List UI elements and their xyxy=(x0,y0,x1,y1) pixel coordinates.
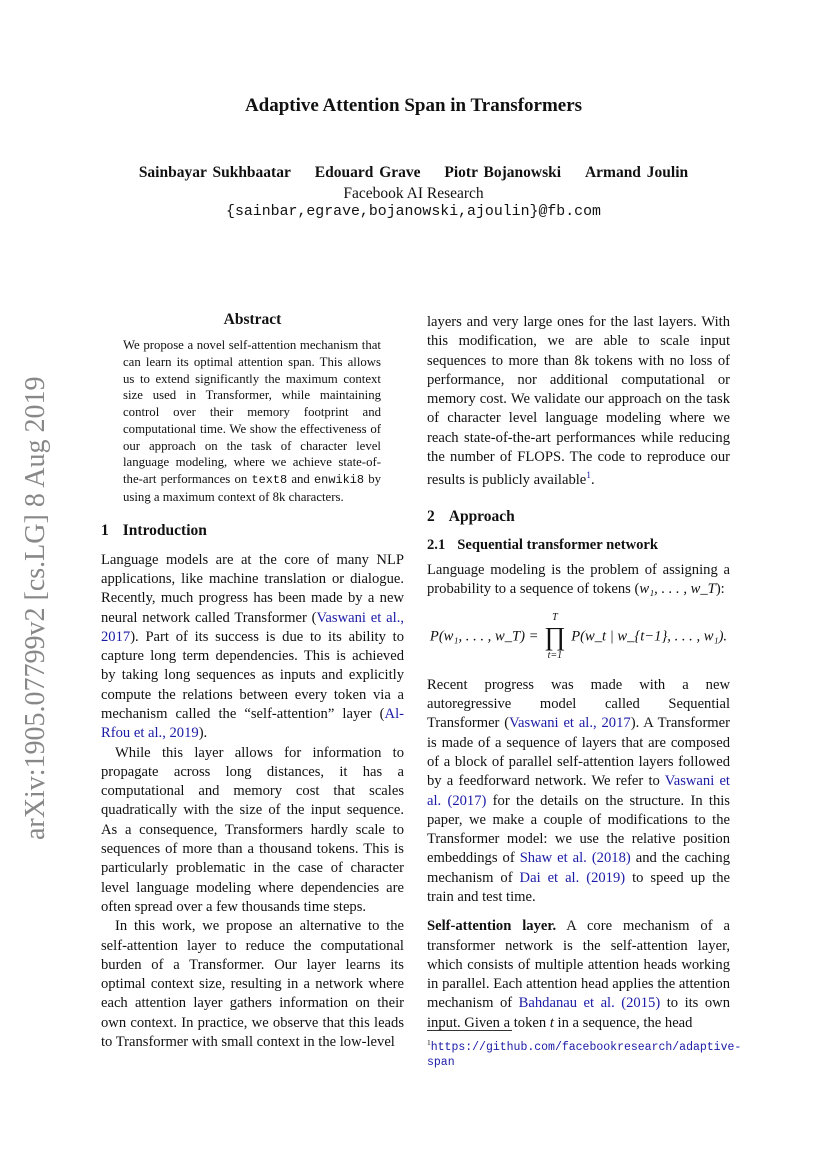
approach-paragraph-3 xyxy=(427,917,730,1033)
text-run: in a sequence, the head xyxy=(553,1014,693,1031)
text-run: In this work, we propose an alternative to the self-attention layer to reduce the computational burden of a Transformer. Our layer learns its optimal context size, resulting in a network where each attention layer gathers information on their own context. In practice, we observe that this leads to Transformer with small context in the low-level xyxy=(101,918,404,1051)
author: Edouard Grave xyxy=(314,164,421,181)
text-run: to speed up the train and test time. xyxy=(427,869,730,905)
text-run: Recent progress was made with a new autoregressive model called Sequential Transformer ( xyxy=(427,676,730,732)
monospace-term: text8 xyxy=(251,472,288,487)
approach-paragraph-1 xyxy=(427,561,730,600)
intro-paragraph-1 xyxy=(101,551,404,744)
section-heading-approach xyxy=(427,507,730,526)
math-inline: w₁, . . . , w_T xyxy=(639,581,716,598)
text-run: ). A Transformer is made of a sequence of layers that are composed of a block of parallel self-attention layers followed by a feedforward network. We refer to xyxy=(427,715,730,790)
text-run: ): xyxy=(715,581,725,598)
intro-paragraph-3 xyxy=(101,917,404,1052)
author-list xyxy=(0,164,827,182)
subsection-title: Sequential transformer network xyxy=(457,536,659,553)
intro-paragraph-3-continued xyxy=(427,313,730,491)
equation-rhs: P(w_t | w_{t−1}, . . . , w₁). xyxy=(571,628,728,645)
paper-title: Adaptive Attention Span in Transformers xyxy=(244,95,583,116)
footnote-marker[interactable]: 1 xyxy=(586,471,592,482)
equation xyxy=(427,612,730,662)
citation-link[interactable]: Al-Rfou et al., 2019 xyxy=(101,706,404,742)
author-emails: {sainbar,egrave,bojanowski,ajoulin}@fb.com xyxy=(226,204,601,220)
abstract-heading: Abstract xyxy=(223,311,282,328)
product-lower: t=1 xyxy=(547,649,563,661)
equation-lhs: P(w₁, . . . , w_T) = xyxy=(429,628,539,645)
author: Piotr Bojanowski xyxy=(444,164,562,181)
section-title: Approach xyxy=(448,507,515,525)
citation-link[interactable]: Dai et al. (2019) xyxy=(519,869,626,886)
text-run: for the details on the structure. In this paper, we make a couple of modifications to the Transformer model: we use the relative position embeddings of xyxy=(427,792,730,867)
section-title: Introduction xyxy=(122,522,207,540)
math-inline: t xyxy=(549,1014,554,1031)
citation-link[interactable]: Bahdanau et al. (2015) xyxy=(518,995,661,1012)
footnote xyxy=(427,1030,742,1070)
subsection-number: 2.1 xyxy=(427,536,446,553)
author: Sainbayar Sukhbaatar xyxy=(138,164,291,181)
subsection-heading xyxy=(427,536,730,555)
text-run: by using a maximum context of 8k characters. xyxy=(123,471,382,504)
footnote-link[interactable]: https://github.com/facebookresearch/adaptive-span xyxy=(427,1040,742,1069)
abstract-text xyxy=(123,337,381,505)
right-column xyxy=(427,313,730,1033)
text-run: and the caching mechanism of xyxy=(427,850,731,886)
footnote-rule xyxy=(427,1030,512,1031)
text-run: ). xyxy=(198,725,208,742)
citation-link[interactable]: Vaswani et al., 2017 xyxy=(509,715,631,732)
text-run: ). Part of its success is due to its ability to capture long term dependencies. This is achieved by taking long sequences as inputs and explicitly compute the relations between every token via a mechanism called the “self-attention” layer ( xyxy=(101,628,404,722)
affiliation: Facebook AI Research xyxy=(343,185,484,202)
citation-link[interactable]: Vaswani et al., 2017 xyxy=(101,609,405,645)
text-run: Language modeling is the problem of assigning a probability to a sequence of tokens ( xyxy=(427,562,730,598)
citation-link[interactable]: Shaw et al. (2018) xyxy=(519,850,631,867)
author: Armand Joulin xyxy=(584,164,689,181)
text-run: We propose a novel self-attention mechanism that can learn its optimal attention span. This allows us to extend significantly the maximum context size used in Transformer, while maintaining control over their memory footprint and computational time. We show the effectiveness of our approach on the task of character level language modeling, where we achieve state-of-the-art performances on xyxy=(123,338,381,486)
section-heading-introduction xyxy=(101,521,404,540)
left-column xyxy=(101,310,404,1052)
text-run: . xyxy=(591,472,595,489)
monospace-term: enwiki8 xyxy=(314,472,364,487)
text-run: Language models are at the core of many NLP applications, like machine translation or dialogue. Recently, much progress has been made by a new neural network called Transformer ( xyxy=(101,551,404,626)
approach-paragraph-2 xyxy=(427,676,730,908)
text-run: to its own input. Given a token xyxy=(427,995,731,1031)
arxiv-identifier: arXiv:1905.07799v2 [cs.LG] 8 Aug 2019 xyxy=(20,376,51,840)
text-run: layers and very large ones for the last layers. With this modification, we are able to scale input sequences to more than 8k tokens with no loss of performance, nor additional computational or memory cost. We validate our approach on the task of character level language modeling where we reach state-of-the-art performances while reducing the number of FLOPS. The code to reproduce our results is publicly available xyxy=(427,314,730,489)
paragraph-heading: Self-attention layer. xyxy=(427,918,557,935)
product-operator: T ∏ t=1 xyxy=(544,611,566,661)
section-number: 1 xyxy=(101,522,109,540)
product-upper: T xyxy=(552,611,558,623)
footnote-mark: 1 xyxy=(427,1038,431,1047)
text-run: and xyxy=(287,471,315,486)
text-run: While this layer allows for information to propagate across long distances, it has a computational and memory cost that scales quadratically with the size of the input sequence. As a consequence, Transformers hardly scale to sequences of more than a thousand tokens. This is particularly problematic in the case of character level language modeling where dependencies are often spread over a few thousands time steps. xyxy=(101,744,404,915)
citation-link[interactable]: Vaswani et al. (2017) xyxy=(427,773,730,809)
intro-paragraph-2 xyxy=(101,744,404,918)
section-number: 2 xyxy=(427,507,435,525)
text-run: A core mechanism of a transformer network is the self-attention layer, which consists of multiple attention heads working in parallel. Each attention head applies the attention mechanism of xyxy=(427,918,730,1012)
